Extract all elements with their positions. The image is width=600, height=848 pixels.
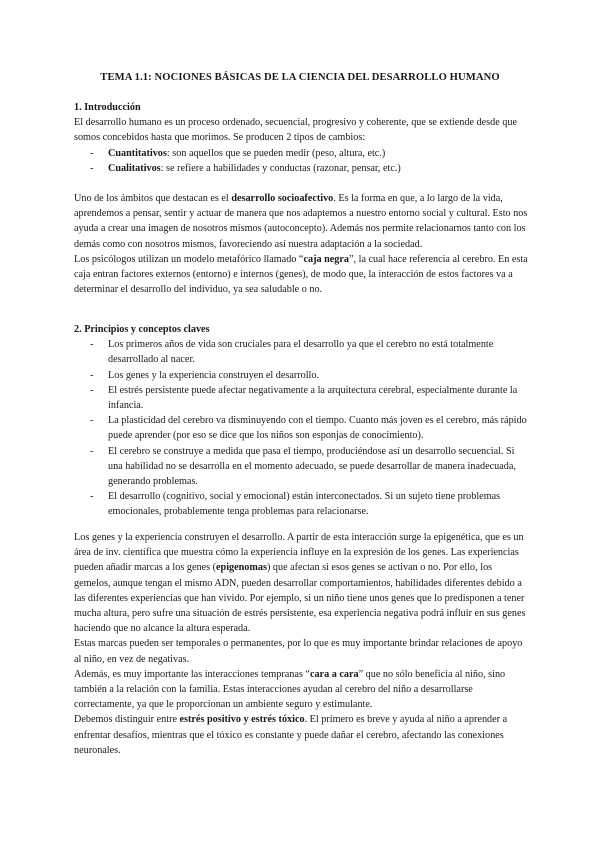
- page-title: TEMA 1.1: NOCIONES BÁSICAS DE LA CIENCIA DEL DESARROLLO HUMANO: [100, 72, 500, 83]
- change-types-list: [74, 146, 530, 176]
- section-epigenetica: [74, 530, 530, 758]
- dash-bullet: -: [90, 339, 94, 351]
- dash-bullet: -: [90, 415, 94, 427]
- list-item: - El cerebro se construye a medida que pasa el tiempo, produciéndose así un desarrollo secuencial. Si una habilidad no se desarrolla en el momento adecuado, se puede desarrollar de manera inadecuada, generando problemas.: [90, 445, 516, 488]
- term-bold: estrés positivo y estrés tóxico: [179, 714, 305, 726]
- dash-bullet: -: [90, 491, 94, 503]
- list-item: - El desarrollo (cognitivo, social y emocional) están interconectados. Si un sujeto tiene problemas emocionales, probablemente tenga problemas para relacionarse.: [90, 491, 501, 518]
- section-heading: 1. Introducción: [74, 102, 141, 113]
- paragraph: Además, es muy importante las interacciones tempranas “cara a cara” que no sólo beneficia al niño, sino también a la relación con la familia. Estas interacciones ayudan al cerebro del niño a desarrollarse correctamente, ya que le proporcionan un ambiente seguro y estimulante.: [74, 668, 506, 711]
- dash-bullet: -: [90, 384, 94, 396]
- list-item: - La plasticidad del cerebro va disminuyendo con el tiempo. Cuanto más joven es el cerebro, más rápido puede aprender (por eso se dice que los niños son esponjas de conocimiento).: [90, 415, 527, 442]
- section-socioafectivo: [74, 191, 530, 297]
- term-bold: caja negra: [303, 253, 349, 265]
- paragraph: Estas marcas pueden ser temporales o permanentes, por lo que es muy importante brindar relaciones de apoyo al niño, en vez de negativas.: [74, 638, 523, 665]
- section-introduccion: [74, 100, 530, 176]
- dash-bullet: -: [90, 147, 94, 159]
- paragraph: Debemos distinguir entre estrés positivo y estrés tóxico. El primero es breve y ayuda al niño a aprender a enfrentar desafíos, mientras que el tóxico es constante y puede dañar el cerebro, afectando las conexiones neuronales.: [74, 714, 508, 756]
- paragraph: Los psicólogos utilizan un modelo metafórico llamado “caja negra”, la cual hace referencia al cerebro. En esta caja entran factores externos (entorno) e internos (genes), de modo que, la interacción de estos factores va a determinar el desarrollo del individuo, ya sea saludable o no.: [74, 253, 528, 296]
- term-bold: Cuantitativos: [108, 147, 167, 159]
- principles-list: [74, 337, 530, 519]
- dash-bullet: -: [90, 162, 94, 174]
- intro-paragraph: El desarrollo humano es un proceso ordenado, secuencial, progresivo y coherente, que se extiende desde que somos concebidos hasta que morimos. Se producen 2 tipos de cambios:: [74, 117, 517, 144]
- term-bold: epigenomas: [216, 562, 267, 574]
- list-item: - Los genes y la experiencia construyen el desarrollo.: [74, 368, 530, 383]
- list-item: - Cuantitativos: son aquellos que se pueden medir (peso, altura, etc.): [74, 146, 530, 161]
- section-heading: 2. Principios y conceptos claves: [74, 324, 210, 335]
- section-principios: [74, 322, 530, 520]
- list-item: - Cualitativos: se refiere a habilidades y conductas (razonar, pensar, etc.): [74, 161, 530, 176]
- term-bold: cara a cara: [309, 668, 359, 680]
- dash-bullet: -: [90, 445, 94, 457]
- paragraph: Los genes y la experiencia construyen el desarrollo. A partir de esta interacción surge la epigenética, que es un área de inv. científica que muestra cómo la experiencia influye en la expresión de los genes. Las experiencias pueden añadir marcas a los genes (epigenomas) que afectan si esos genes se activan o no. Por ello, los gemelos, aunque tengan el mismo ADN, pueden desarrollar comportamientos, habilidades diferentes debido a las diferentes experiencias que han vivido. Por ejemplo, si un niño tiene unos genes que lo predisponen a tener mucha altura, pero sufre una situación de estrés persistente, esa experiencia negativa podrá influir en sus genes haciendo que no alcance la altura esperada.: [74, 532, 526, 635]
- list-item: - Los primeros años de vida son cruciales para el desarrollo ya que el cerebro no está totalmente desarrollado al nacer.: [90, 339, 494, 366]
- term-bold: desarrollo socioafectivo: [231, 193, 334, 204]
- term-bold: Cualitativos: [108, 162, 161, 174]
- list-item: - El estrés persistente puede afectar negativamente a la arquitectura cerebral, especialmente durante la infancia.: [90, 384, 518, 412]
- dash-bullet: -: [90, 369, 94, 381]
- paragraph: Uno de los ámbitos que destacan es el desarrollo socioafectivo. Es la forma en que, a lo largo de la vida, aprendemos a pensar, sentir y actuar de manera que nos adaptemos a nuestro entorno social y cultural. Esto nos ayuda a crear una imagen de nosotros mismos (autoconcepto). Además nos permite relacionarnos tanto con los demás como con nosotros mismos, favoreciendo así nuestra adaptación a la sociedad.: [74, 193, 528, 250]
